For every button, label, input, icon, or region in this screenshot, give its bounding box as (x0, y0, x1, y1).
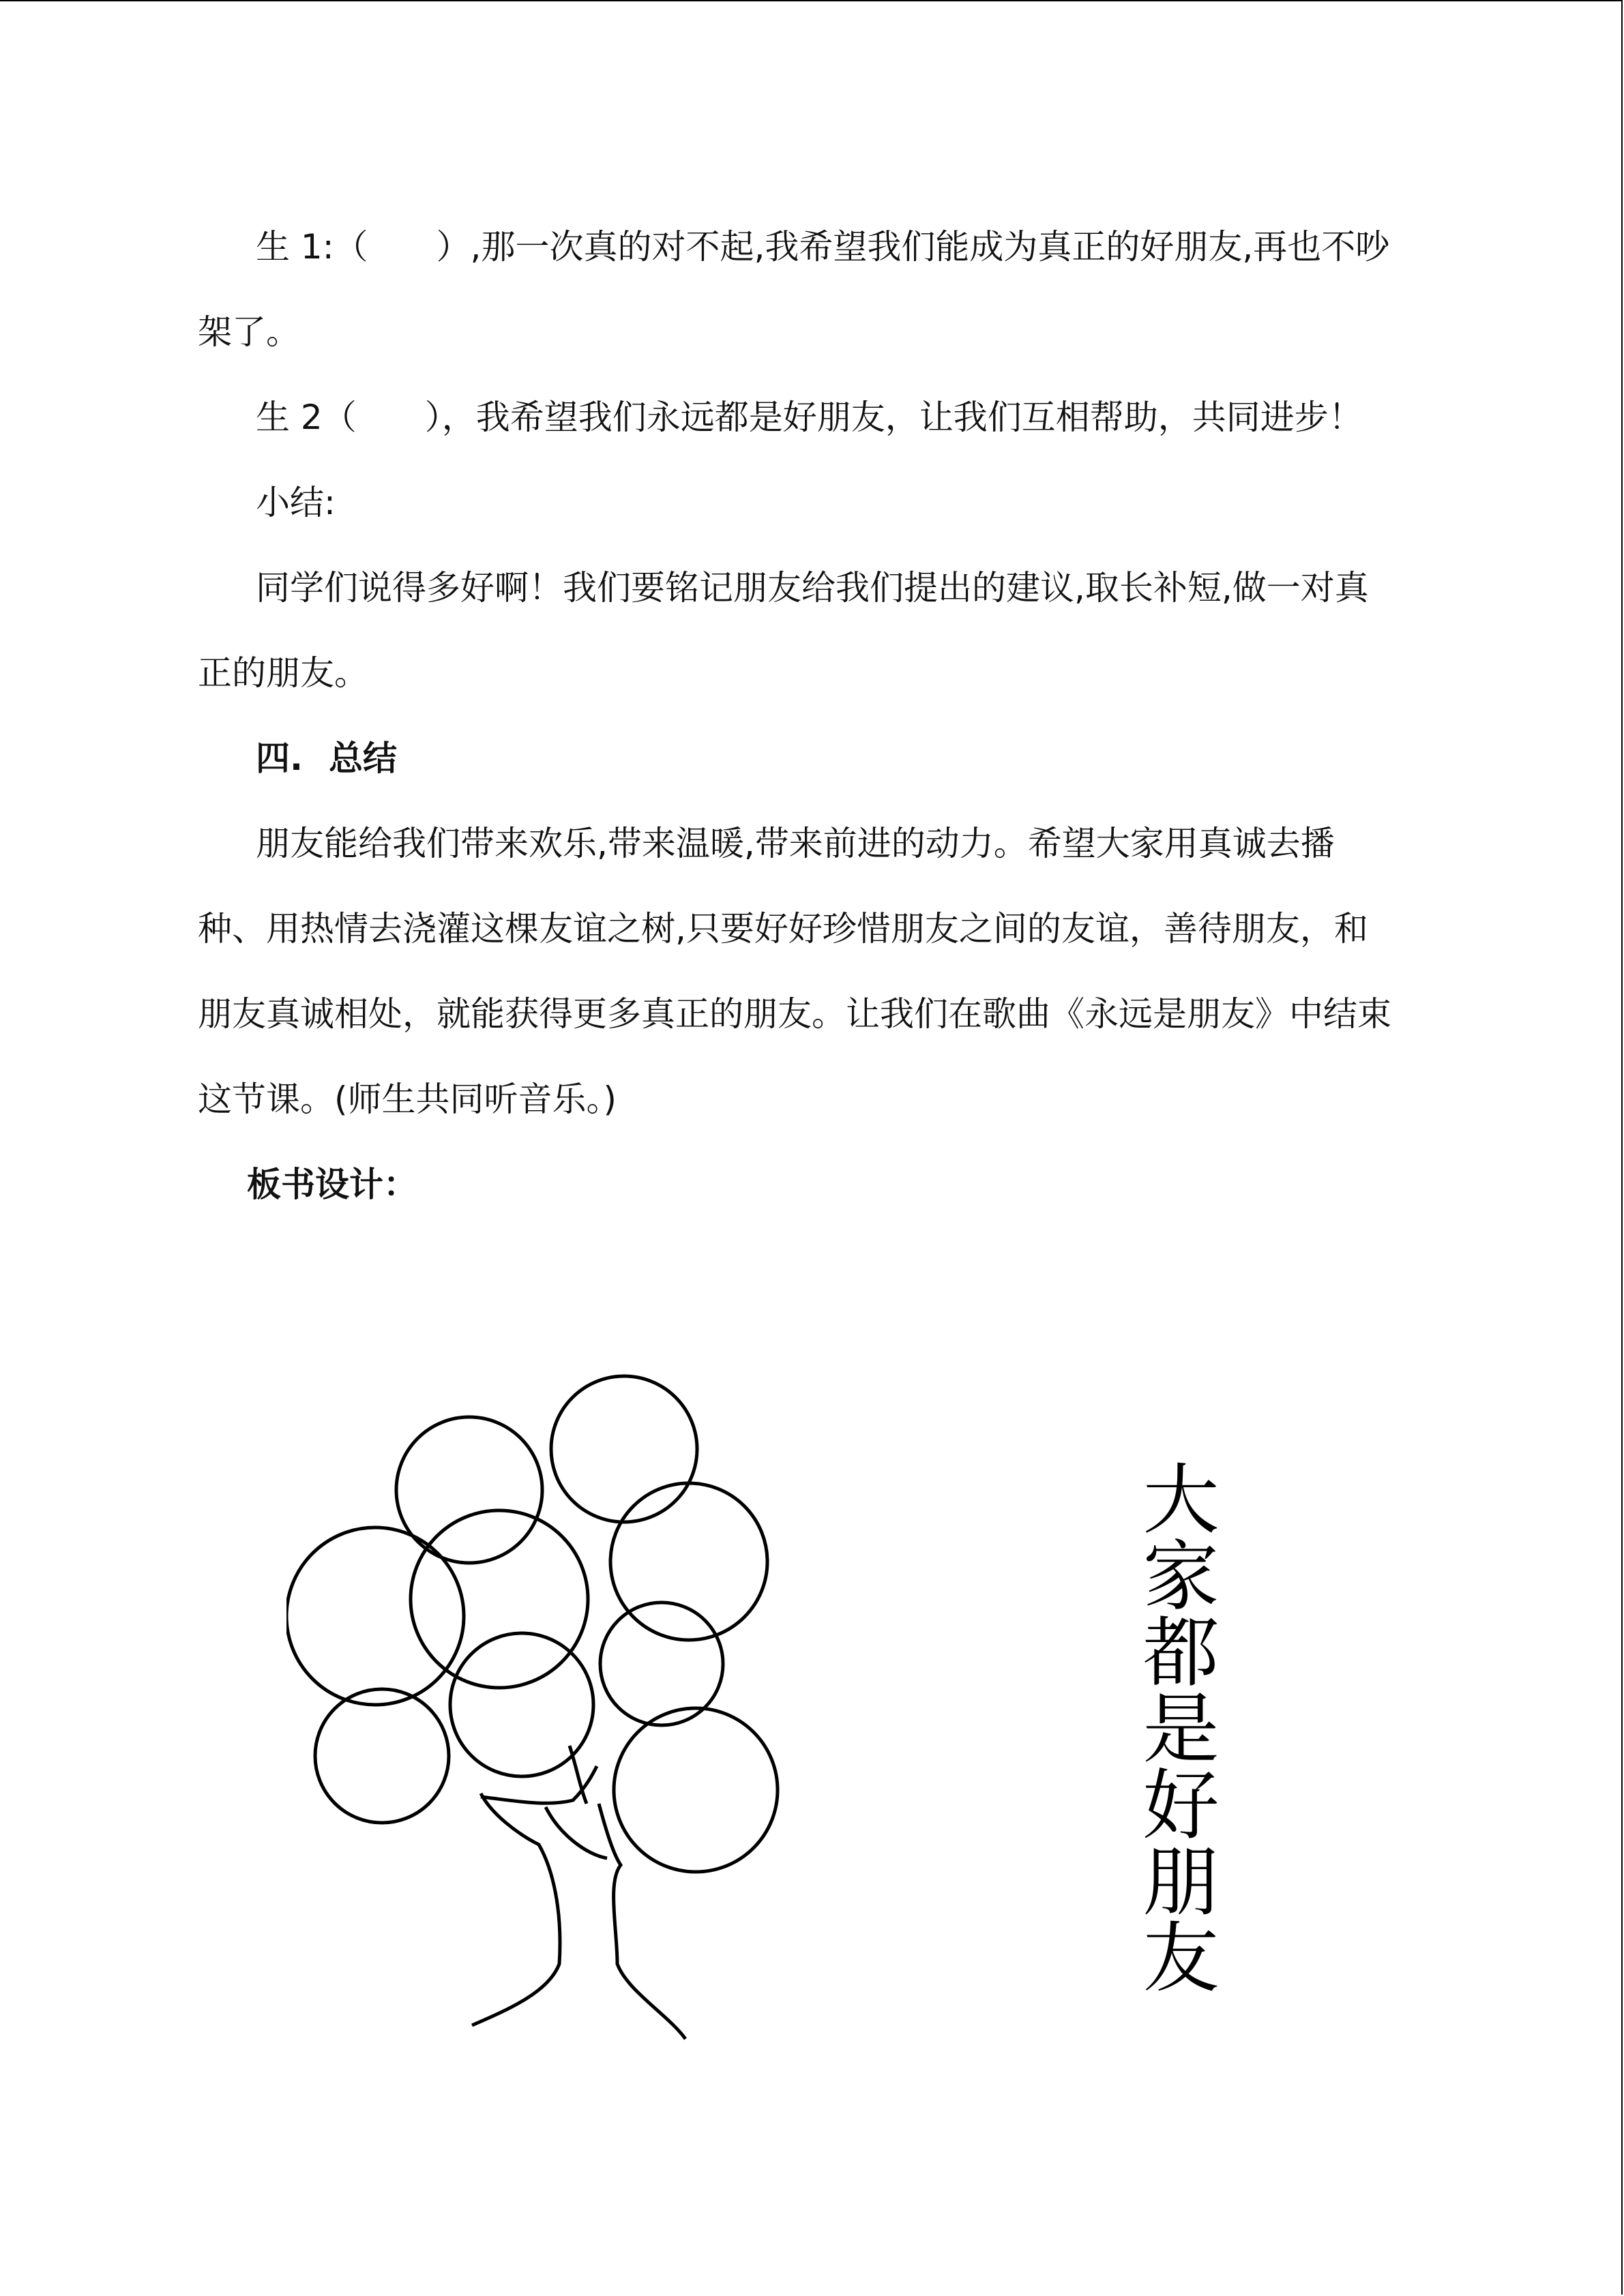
document-body (198, 205, 1391, 1227)
canopy-circle (315, 1689, 449, 1823)
paragraph-student-2: 生 2（ ），我希望我们永远都是好朋友，让我们互相帮助，共同进步！ (256, 398, 1363, 437)
section-heading (198, 716, 1391, 801)
canopy-circle (600, 1602, 723, 1725)
canopy-circle (614, 1708, 778, 1872)
canopy-circle (411, 1510, 588, 1688)
tree-icon (286, 1364, 805, 2053)
tree-trunk-left (472, 1793, 560, 2025)
canopy-circle (610, 1483, 767, 1640)
tree-branch (546, 1807, 607, 1858)
friendship-tree-drawing (286, 1364, 805, 2053)
paragraph-summary-label: 小结: (256, 483, 336, 522)
section-number: 四. (256, 739, 303, 778)
board-design-label: 板书设计： (247, 1165, 417, 1204)
section-title: 总结 (329, 739, 397, 778)
tree-trunk-right (599, 1804, 685, 2039)
canopy-circle (396, 1417, 542, 1563)
paragraph-conclusion: 朋友能给我们带来欢乐,带来温暖,带来前进的动力。希望大家用真诚去播种、用热情去浇灌这棵友谊之树,只要好好珍惜朋友之间的友谊，善待朋友，和朋友真诚相处，就能获得更多真正的朋友。让我们在歌曲《永远是朋友》中结束这节课。(师生共同听音乐。) (198, 824, 1391, 1119)
paragraph-student-1: 生 1:（ ）,那一次真的对不起,我希望我们能成为真正的好朋友,再也不吵架了。 (198, 227, 1390, 352)
canopy-circle (286, 1527, 464, 1705)
canopy-circle (551, 1376, 697, 1522)
paragraph-summary-text: 同学们说得多好啊！我们要铭记朋友给我们提出的建议,取长补短,做一对真正的朋友。 (198, 568, 1369, 693)
board-title: 大家都是好朋友 (1130, 1459, 1219, 1994)
